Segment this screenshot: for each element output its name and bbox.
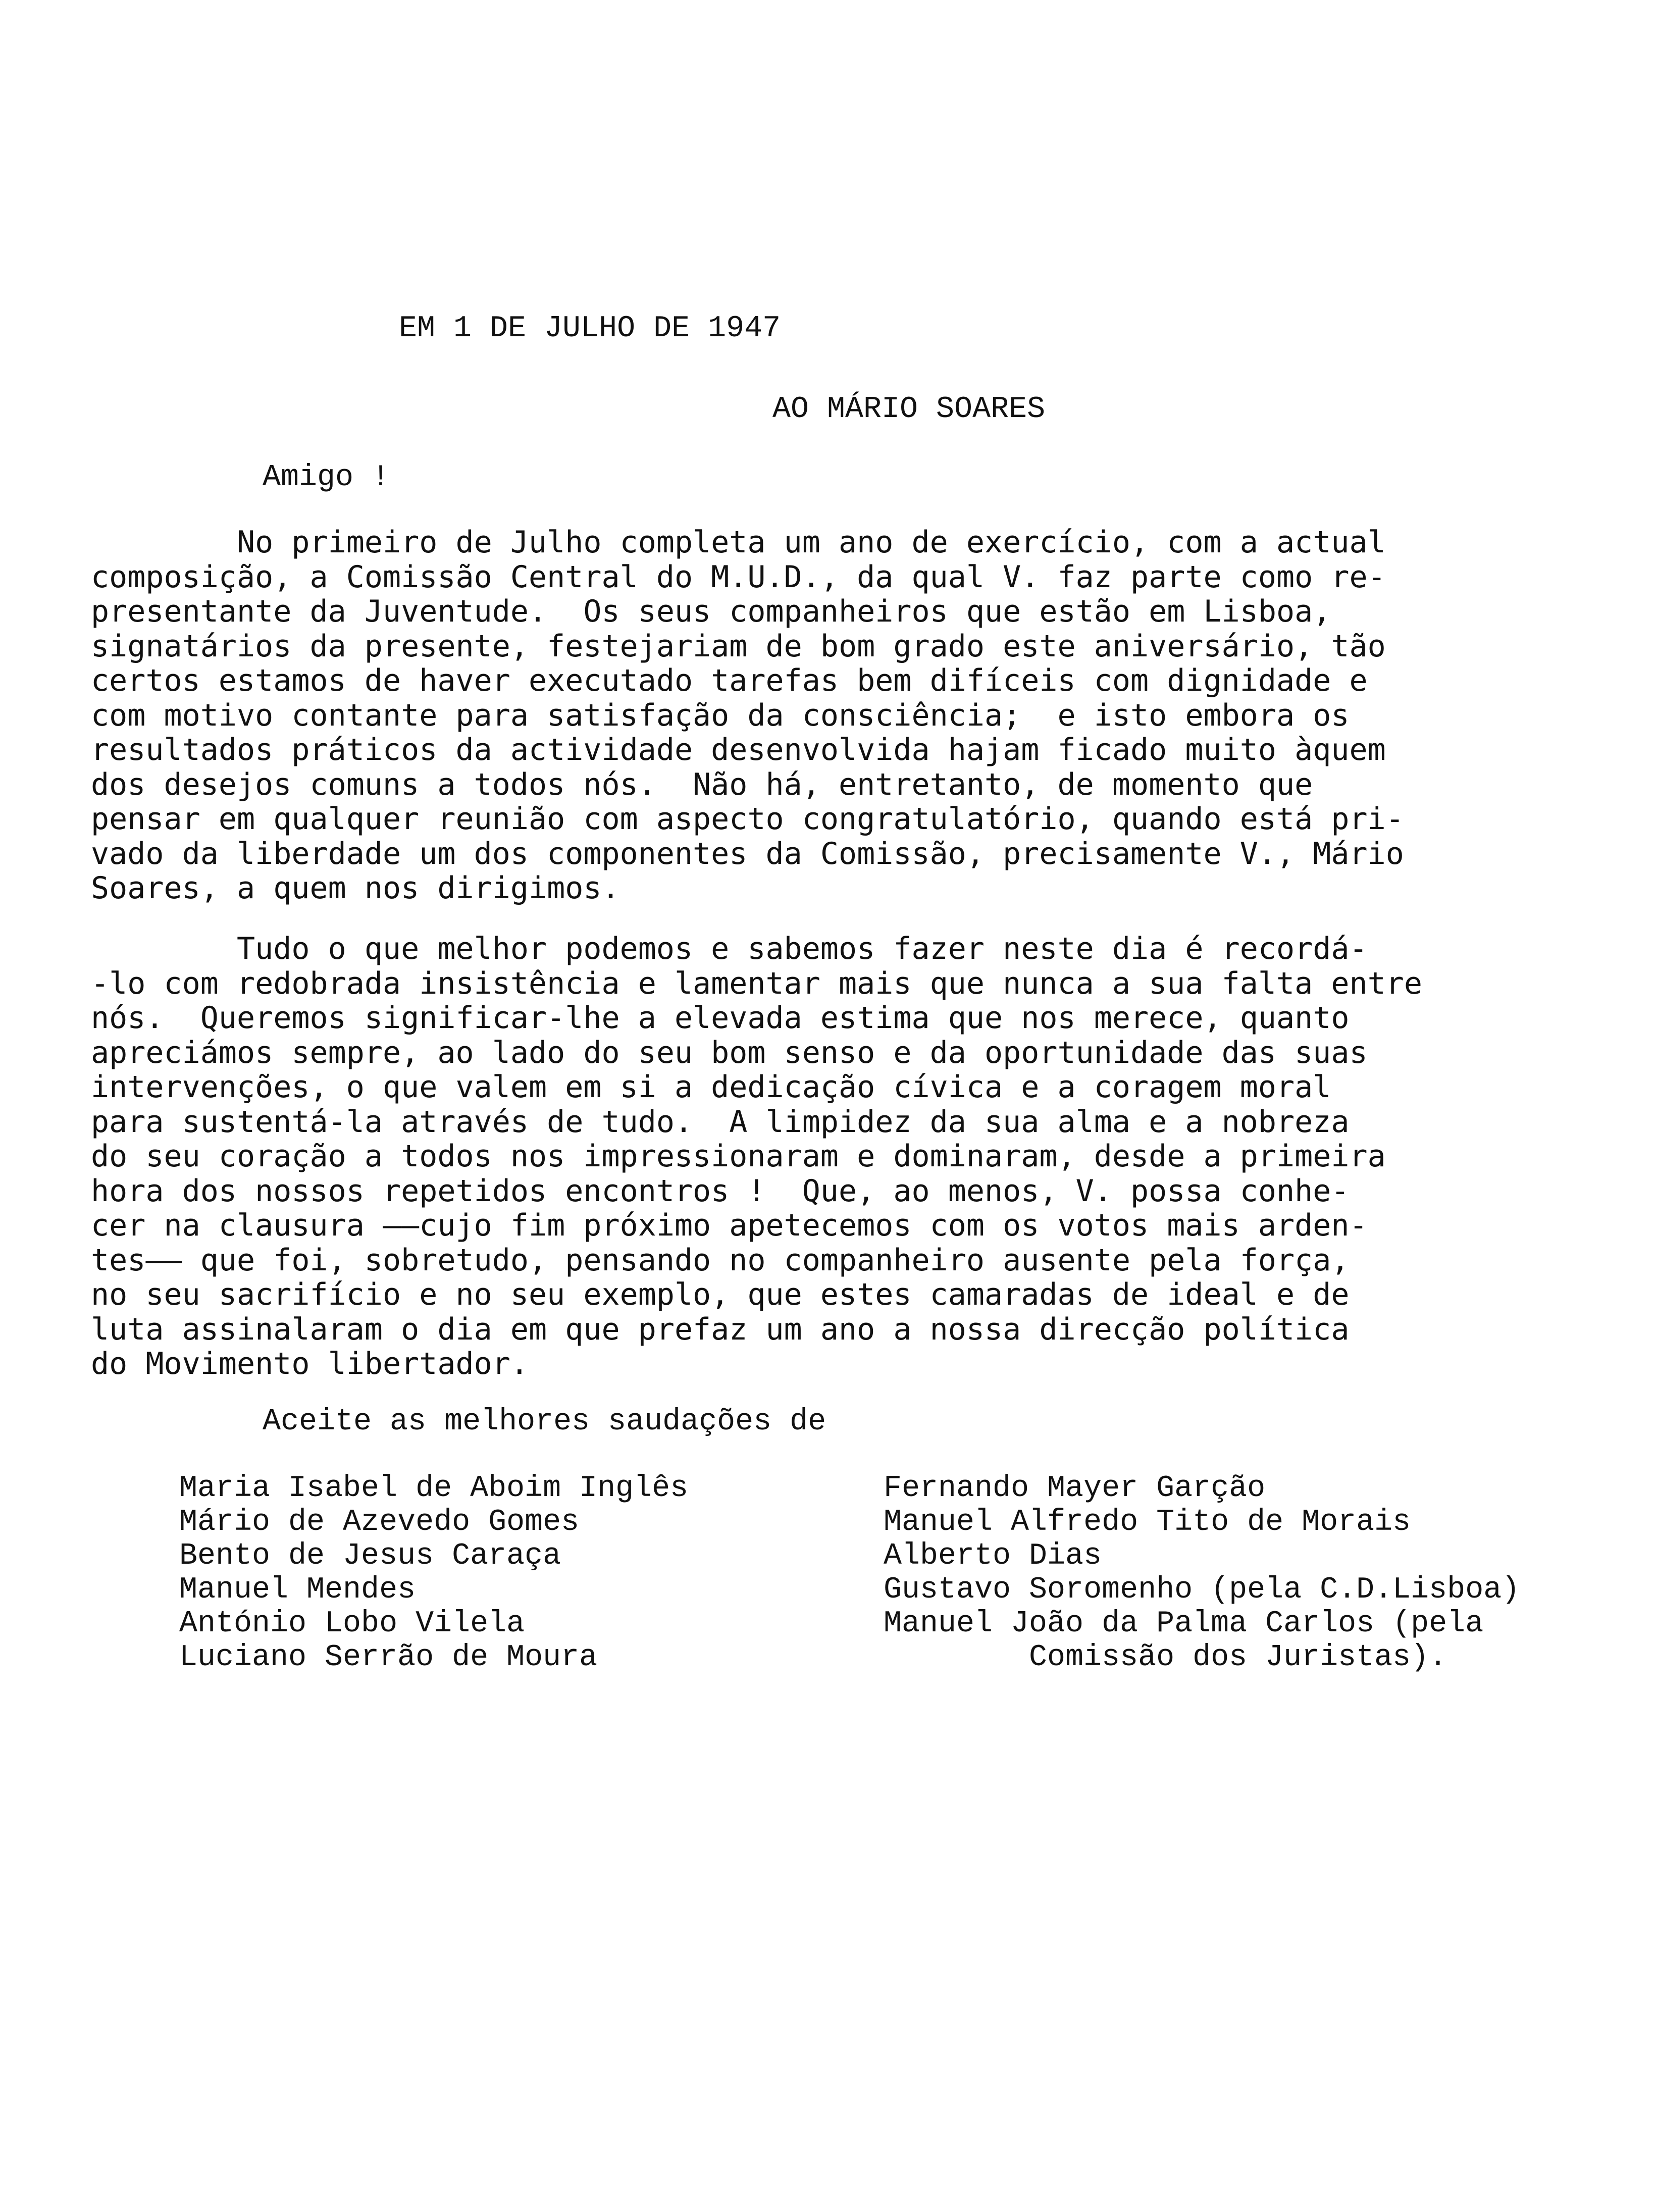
signatories-right-column (884, 1472, 1520, 1675)
signatory: Manuel Alfredo Tito de Morais (884, 1505, 1411, 1539)
signatory: Luciano Serrão de Moura (179, 1640, 598, 1675)
closing-line: Aceite as melhores saudações de (263, 1405, 826, 1439)
signatory: Fernando Mayer Garção (884, 1471, 1266, 1506)
signatory: Manuel Mendes (179, 1573, 416, 1607)
signatories-left-column (179, 1472, 688, 1675)
addressee: AO MÁRIO SOARES (772, 392, 1046, 427)
signatory: Maria Isabel de Aboim Inglês (179, 1471, 689, 1506)
date-line: EM 1 DE JULHO DE 1947 (399, 312, 781, 346)
signatory: Comissão dos Juristas). (884, 1640, 1447, 1675)
signatory: Bento de Jesus Caraça (179, 1539, 561, 1573)
signatory: António Lobo Vilela (179, 1607, 525, 1641)
body-paragraph-1: No primeiro de Julho completa um ano de exercício, com a actual composição, a Comissão Central do M.U.D., da qual V. faz parte como re- presentante da Juventude. Os seus companheiros que estão em Lisboa, signatários da presente, festejariam de bom grado este aniversário, tão certos estamos de haver executado tarefas bem difíceis com dignidade e com motivo contante para satisfação da consciência; e isto embora os resultados práticos da actividade desenvolvida hajam ficado muito àquem dos desejos comuns a todos nós. Não há, entretanto, de momento que pensar em qualquer reunião com aspecto congratulatório, quando está pri- vado da liberdade um dos componentes da Comissão, precisamente V., Mário Soares, a quem nos dirigimos. (91, 525, 1404, 906)
body-paragraph-2: Tudo o que melhor podemos e sabemos fazer neste dia é recordá- -lo com redobrada insistência e lamentar mais que nunca a sua falta entre nós. Queremos significar-lhe a elevada estima que nos merece, quanto apreciámos sempre, ao lado do seu bom senso e da oportunidade das suas intervenções, o que valem em si a dedicação cívica e a coragem moral para sustentá-la através de tudo. A limpidez da sua alma e a nobreza do seu coração a todos nos impressionaram e dominaram, desde a primeira hora dos nossos repetidos encontros ! Que, ao menos, V. possa conhe- cer na clausura ——cujo fim próximo apetecemos com os votos mais arden- tes—— que foi, sobretudo, pensando no companheiro ausente pela força, no seu sacrifício e no seu exemplo, que estes camaradas de ideal e de luta assinalaram o dia em que prefaz um ano a nossa direcção política do Movimento libertador. (91, 931, 1422, 1381)
salutation: Amigo ! (263, 460, 390, 495)
signatory: Alberto Dias (884, 1539, 1102, 1573)
signatory: Mário de Azevedo Gomes (179, 1505, 580, 1539)
signatory: Manuel João da Palma Carlos (pela (884, 1607, 1484, 1641)
signatory: Gustavo Soromenho (pela C.D.Lisboa) (884, 1573, 1520, 1607)
